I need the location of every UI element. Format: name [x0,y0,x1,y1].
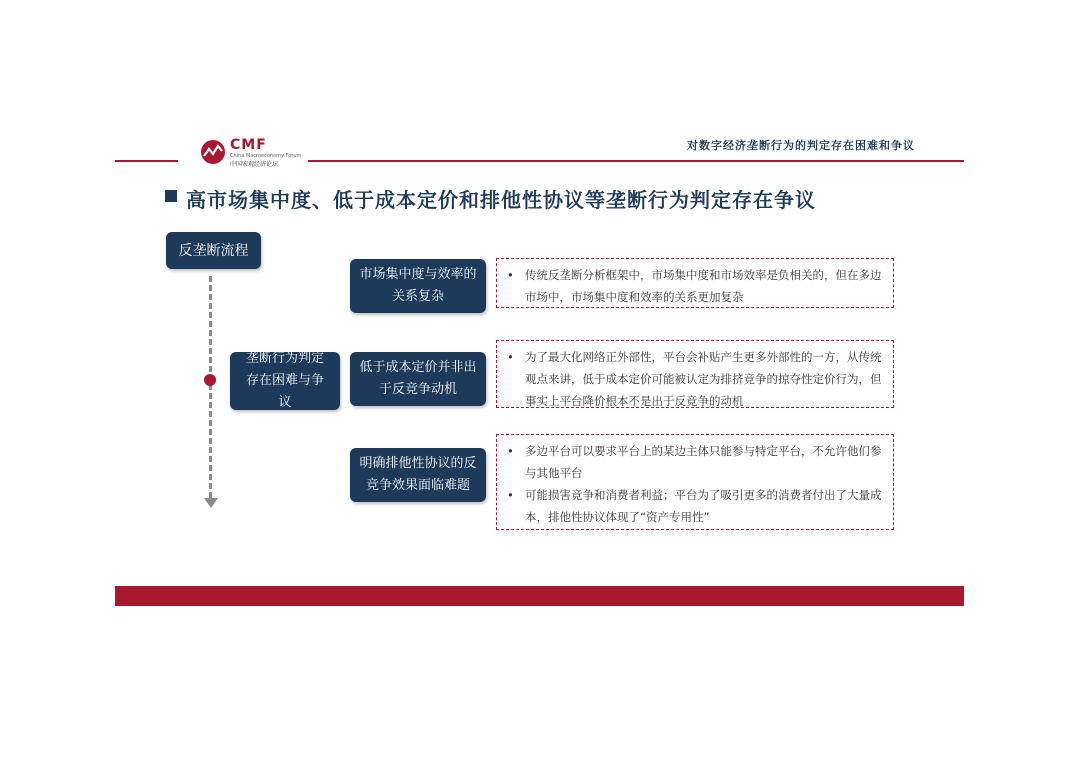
issue-box-concentration [350,259,486,313]
detail-point: • 为了最大化网络正外部性，平台会补贴产生更多外部性的一方，从传统观点来讲，低于成本定价可能被认定为排挤竞争的掠夺性定价行为，但事实上平台降价根本不是出于反竞争的动机 [507,346,885,412]
logo-text: CMF [230,137,267,153]
section-title: 高市场集中度、低于成本定价和排他性协议等垄断行为判定存在争议 [186,188,816,212]
flow-start-box [166,232,261,269]
arrow-down-icon [204,498,218,508]
issue-label: 明确排他性协议的反竞争效果面临难题 [359,456,477,493]
flow-node-dot [204,374,216,386]
detail-box-pricing [496,340,894,408]
issue-label: 市场集中度与效率的关系复杂 [359,267,477,304]
flow-dashed-line [209,276,212,498]
title-square-icon [165,190,177,202]
detail-point: • 可能损害竞争和消费者利益；平台为了吸引更多的消费者付出了大量成本，排他性协议体现了“资产专用性” [507,484,885,528]
detail-point: • 多边平台可以要求平台上的某边主体只能参与特定平台，不允许他们参与其他平台 [507,440,885,484]
header-rule-right [308,160,964,162]
stage-label: 垄断行为判定存在困难与争议 [245,351,324,410]
issue-box-pricing [350,352,486,406]
logo-cn-name: 中国宏观经济论坛 [230,161,279,168]
detail-box-concentration [496,258,894,308]
cmf-logo [200,137,300,167]
header-title: 对数字经济垄断行为的判定存在困难和争议 [687,139,915,152]
issue-box-exclusive [350,448,486,502]
issue-label: 低于成本定价并非出于反竞争动机 [359,360,477,397]
footer-bar [115,586,964,606]
detail-box-exclusive [496,434,894,530]
stage-box [230,352,340,410]
flow-start-label: 反垄断流程 [178,242,249,259]
detail-point: • 传统反垄断分析框架中，市场集中度和市场效率是负相关的，但在多边市场中，市场集中度和效率的关系更加复杂 [507,264,885,308]
header-rule-left [115,160,178,162]
cmf-logo-mark-icon [200,139,226,165]
logo-subtitle: China Macroeconomy Forum [230,153,302,159]
